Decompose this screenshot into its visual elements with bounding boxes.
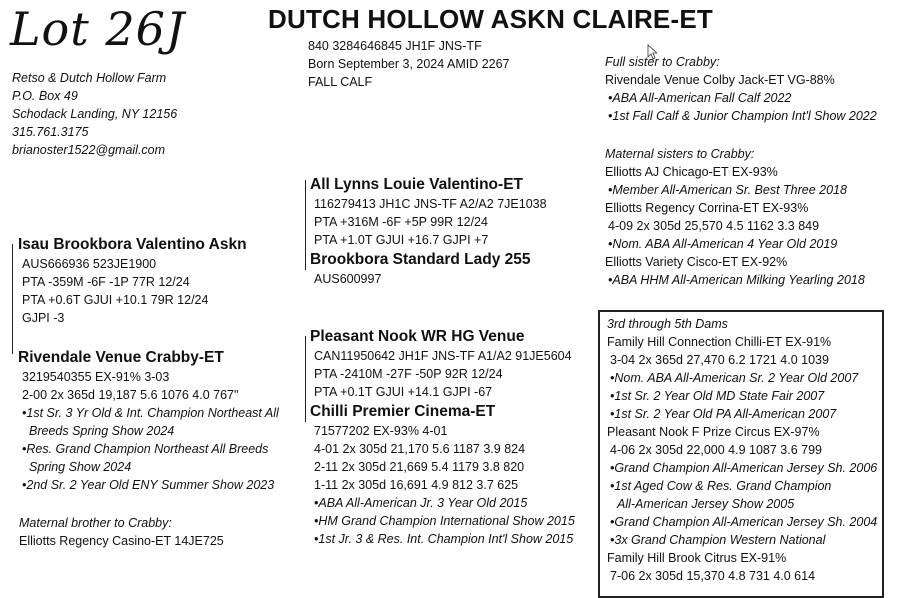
third-dam-name: Family Hill Connection Chilli-ET EX-91%: [607, 335, 832, 349]
full-sister-name: Rivendale Venue Colby Jack-ET VG-88%: [605, 73, 835, 87]
maternal-grandsire-name: Pleasant Nook WR HG Venue: [310, 328, 525, 345]
birth-date: Born September 3, 2024 AMID 2267: [308, 57, 510, 71]
maternal-granddam-record: 1-11 2x 305d 16,691 4.9 812 3.7 625: [314, 478, 519, 492]
paternal-grandsire-block: [310, 175, 547, 249]
paternal-granddam-block: [310, 250, 531, 288]
maternal-sister-award: •ABA HHM All-American Milking Yearling 2018: [608, 273, 865, 287]
full-sister-block: [605, 53, 877, 125]
maternal-brother-heading: Maternal brother to Crabby:: [19, 516, 172, 530]
fourth-dam-award: All-American Jersey Show 2005: [617, 497, 795, 511]
maternal-sister-name: Elliotts Regency Corrina-ET EX-93%: [605, 201, 809, 215]
paternal-grandsire-pta-1: PTA +316M -6F +5P 99R 12/24: [314, 215, 488, 229]
maternal-connector-line: [305, 336, 306, 422]
maternal-brother-block: [19, 514, 224, 550]
full-sister-heading: Full sister to Crabby:: [605, 55, 720, 69]
dam-award: •2nd Sr. 2 Year Old ENY Summer Show 2023: [22, 478, 275, 492]
dam-name: Rivendale Venue Crabby-ET: [18, 349, 224, 366]
maternal-granddam-award: •HM Grand Champion International Show 2015: [314, 514, 575, 528]
dam-record: 2-00 2x 365d 19,187 5.6 1076 4.0 767": [22, 388, 239, 402]
fourth-dam-award: •Grand Champion All-American Jersey Sh. 2006: [610, 461, 878, 475]
full-sister-award: •1st Fall Calf & Junior Champion Int'l Show 2022: [608, 109, 877, 123]
paternal-grandsire-name: All Lynns Louie Valentino-ET: [310, 176, 523, 193]
third-dam-record: 3-04 2x 365d 27,470 6.2 1721 4.0 1039: [610, 353, 829, 367]
paternal-grandsire-pta-2: PTA +1.0T GJUI +16.7 GJPI +7: [314, 233, 489, 247]
maternal-granddam-name: Chilli Premier Cinema-ET: [310, 403, 496, 420]
dam-id: 3219540355 EX-91% 3-03: [22, 370, 170, 384]
fourth-dam-record: 4-06 2x 305d 22,000 4.9 1087 3.6 799: [610, 443, 822, 457]
maternal-grandsire-pta-2: PTA +0.1T GJUI +14.1 GJPI -67: [314, 385, 493, 399]
sire-block: [18, 235, 247, 327]
contact-address: P.O. Box 49: [12, 89, 78, 103]
third-dam-award: •1st Sr. 2 Year Old PA All-American 2007: [610, 407, 837, 421]
sire-pta-2: PTA +0.6T GJUI +10.1 79R 12/24: [22, 293, 209, 307]
maternal-sister-award: •Member All-American Sr. Best Three 2018: [608, 183, 847, 197]
paternal-grandsire-id: 116279413 JH1C JNS-TF A2/A2 7JE1038: [314, 197, 547, 211]
maternal-grandsire-pta-1: PTA -2410M -27F -50P 92R 12/24: [314, 367, 503, 381]
contact-farm: Retso & Dutch Hollow Farm: [12, 71, 167, 85]
paternal-granddam-name: Brookbora Standard Lady 255: [310, 251, 531, 268]
dam-award: Spring Show 2024: [29, 460, 132, 474]
fourth-dam-name: Pleasant Nook F Prize Circus EX-97%: [607, 425, 820, 439]
registration-block: [308, 37, 510, 91]
maternal-grandsire-block: [310, 327, 572, 401]
fifth-dam-name: Family Hill Brook Citrus EX-91%: [607, 551, 787, 565]
maternal-granddam-record: 4-01 2x 305d 21,170 5.6 1187 3.9 824: [314, 442, 526, 456]
fourth-dam-award: •3x Grand Champion Western National: [610, 533, 826, 547]
maternal-sisters-heading: Maternal sisters to Crabby:: [605, 147, 755, 161]
fifth-dam-record: 7-06 2x 305d 15,370 4.8 731 4.0 614: [610, 569, 816, 583]
contact-email[interactable]: brianoster1522@gmail.com: [12, 143, 166, 157]
lot-number: Lot 26J: [10, 2, 186, 56]
page-title: DUTCH HOLLOW ASKN CLAIRE-ET: [268, 4, 713, 34]
contact-phone: 315.761.3175: [12, 125, 89, 139]
full-sister-award: •ABA All-American Fall Calf 2022: [608, 91, 792, 105]
maternal-granddam-record: 2-11 2x 305d 21,669 5.4 1179 3.8 820: [314, 460, 525, 474]
contact-block: [12, 69, 177, 159]
sire-id: AUS666936 523JE1900: [22, 257, 157, 271]
dam-block: [18, 348, 279, 494]
registration-number: 840 3284646845 JH1F JNS-TF: [308, 39, 482, 53]
maternal-brother-name: Elliotts Regency Casino-ET 14JE725: [19, 534, 224, 548]
sire-connector-line: [12, 244, 13, 354]
sire-name: Isau Brookbora Valentino Askn: [18, 236, 247, 253]
maternal-sister-record: 4-09 2x 305d 25,570 4.5 1162 3.3 849: [608, 219, 820, 233]
maternal-granddam-block: [310, 402, 575, 548]
maternal-sister-name: Elliotts Variety Cisco-ET EX-92%: [605, 255, 788, 269]
paternal-connector-line: [305, 180, 306, 270]
third-dam-award: •1st Sr. 2 Year Old MD State Fair 2007: [610, 389, 825, 403]
calf-class: FALL CALF: [308, 75, 373, 89]
dams-box-content: [607, 315, 877, 585]
paternal-granddam-id: AUS600997: [314, 272, 382, 286]
dam-award: •1st Sr. 3 Yr Old & Int. Champion Northeast All: [22, 406, 279, 420]
sire-pta-1: PTA -359M -6F -1P 77R 12/24: [22, 275, 190, 289]
dams-box-heading: 3rd through 5th Dams: [607, 317, 728, 331]
maternal-granddam-award: •ABA All-American Jr. 3 Year Old 2015: [314, 496, 528, 510]
dam-award: •Res. Grand Champion Northeast All Breeds: [22, 442, 269, 456]
contact-city: Schodack Landing, NY 12156: [12, 107, 178, 121]
maternal-sisters-block: [605, 145, 865, 289]
maternal-granddam-id: 71577202 EX-93% 4-01: [314, 424, 448, 438]
fourth-dam-award: •1st Aged Cow & Res. Grand Champion: [610, 479, 832, 493]
maternal-grandsire-id: CAN11950642 JH1F JNS-TF A1/A2 91JE5604: [314, 349, 572, 363]
third-dam-award: •Nom. ABA All-American Sr. 2 Year Old 2007: [610, 371, 859, 385]
fourth-dam-award: •Grand Champion All-American Jersey Sh. 2004: [610, 515, 878, 529]
maternal-sister-name: Elliotts AJ Chicago-ET EX-93%: [605, 165, 778, 179]
sire-gjpi: GJPI -3: [22, 311, 65, 325]
maternal-sister-award: •Nom. ABA All-American 4 Year Old 2019: [608, 237, 838, 251]
maternal-granddam-award: •1st Jr. 3 & Res. Int. Champion Int'l Show 2015: [314, 532, 574, 546]
dam-award: Breeds Spring Show 2024: [29, 424, 175, 438]
